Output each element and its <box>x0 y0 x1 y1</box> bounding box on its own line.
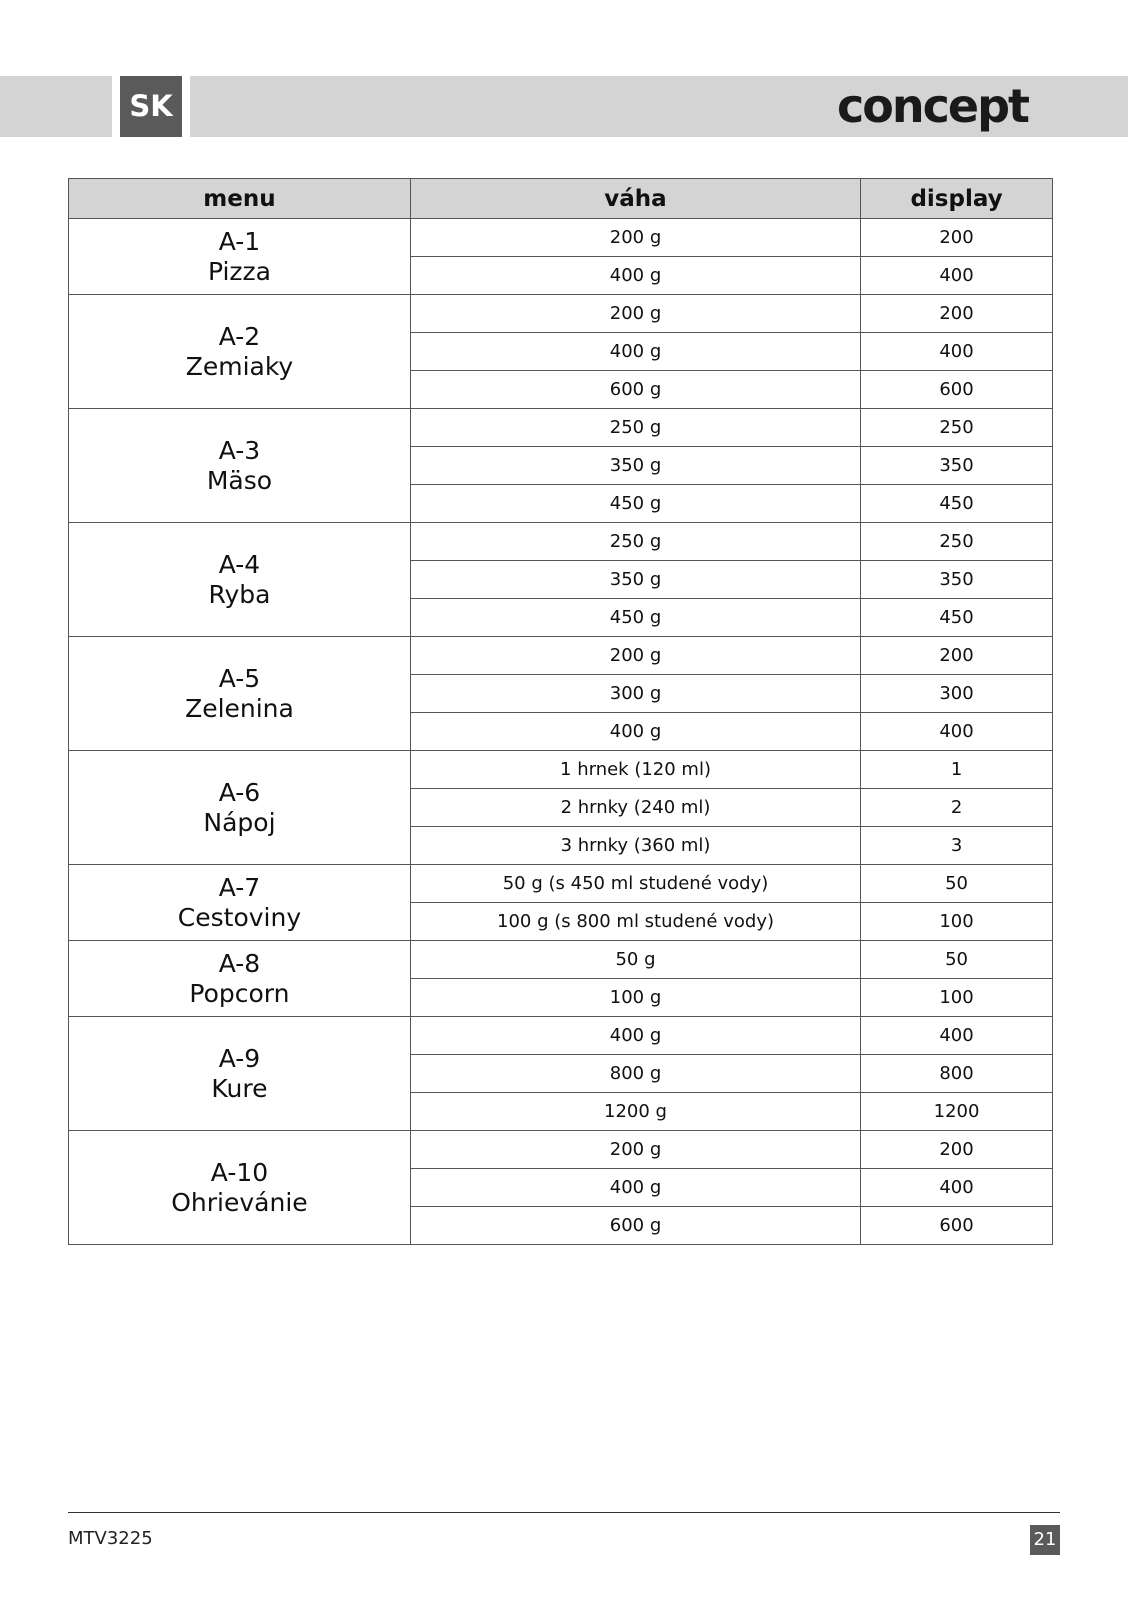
weight-cell: 2 hrnky (240 ml) <box>410 789 860 827</box>
display-cell: 600 <box>861 1207 1053 1245</box>
program-code: A-2 <box>218 321 261 351</box>
menu-cell <box>69 295 411 409</box>
display-cell: 100 <box>861 903 1053 941</box>
column-header-display: display <box>861 179 1053 219</box>
program-name: Ohrievánie <box>171 1187 308 1217</box>
program-code: A-10 <box>210 1157 269 1187</box>
table-row <box>69 219 1053 257</box>
weight-cell: 600 g <box>410 1207 860 1245</box>
display-cell: 400 <box>861 257 1053 295</box>
display-cell: 400 <box>861 713 1053 751</box>
weight-cell: 100 g <box>410 979 860 1017</box>
program-name: Cestoviny <box>177 902 302 932</box>
program-code: A-8 <box>218 948 261 978</box>
display-cell: 800 <box>861 1055 1053 1093</box>
display-cell: 400 <box>861 333 1053 371</box>
display-cell: 400 <box>861 1169 1053 1207</box>
display-cell: 100 <box>861 979 1053 1017</box>
display-cell: 3 <box>861 827 1053 865</box>
weight-cell: 400 g <box>410 333 860 371</box>
menu-cell <box>69 219 411 295</box>
footer-divider <box>68 1512 1060 1513</box>
weight-cell: 400 g <box>410 257 860 295</box>
display-cell: 250 <box>861 409 1053 447</box>
display-cell: 350 <box>861 447 1053 485</box>
weight-cell: 350 g <box>410 561 860 599</box>
program-code: A-4 <box>218 549 261 579</box>
display-cell: 300 <box>861 675 1053 713</box>
program-code: A-1 <box>218 226 261 256</box>
display-cell: 450 <box>861 599 1053 637</box>
program-name: Mäso <box>206 465 273 495</box>
weight-cell: 200 g <box>410 295 860 333</box>
page-number: 21 <box>1030 1525 1060 1555</box>
weight-cell: 1200 g <box>410 1093 860 1131</box>
weight-cell: 200 g <box>410 1131 860 1169</box>
weight-cell: 250 g <box>410 523 860 561</box>
weight-cell: 800 g <box>410 1055 860 1093</box>
display-cell: 1200 <box>861 1093 1053 1131</box>
weight-cell: 400 g <box>410 713 860 751</box>
weight-cell: 50 g <box>410 941 860 979</box>
display-cell: 200 <box>861 295 1053 333</box>
weight-cell: 100 g (s 800 ml studené vody) <box>410 903 860 941</box>
brand-logo: concept <box>836 79 1028 133</box>
menu-cell <box>69 865 411 941</box>
weight-cell: 3 hrnky (360 ml) <box>410 827 860 865</box>
table-row <box>69 865 1053 903</box>
menu-cell <box>69 751 411 865</box>
display-cell: 200 <box>861 219 1053 257</box>
table-row <box>69 941 1053 979</box>
weight-cell: 50 g (s 450 ml studené vody) <box>410 865 860 903</box>
weight-cell: 1 hrnek (120 ml) <box>410 751 860 789</box>
program-code: A-5 <box>218 663 261 693</box>
table-row <box>69 1131 1053 1169</box>
table-row <box>69 637 1053 675</box>
menu-table <box>68 178 1053 1245</box>
display-cell: 200 <box>861 637 1053 675</box>
menu-cell <box>69 1017 411 1131</box>
table-row <box>69 751 1053 789</box>
menu-cell <box>69 409 411 523</box>
display-cell: 400 <box>861 1017 1053 1055</box>
display-cell: 1 <box>861 751 1053 789</box>
weight-cell: 400 g <box>410 1017 860 1055</box>
display-cell: 350 <box>861 561 1053 599</box>
program-name: Zelenina <box>185 693 294 723</box>
program-code: A-9 <box>218 1043 261 1073</box>
model-number: MTV3225 <box>68 1528 153 1549</box>
table-body <box>69 219 1053 1245</box>
program-name: Popcorn <box>189 978 290 1008</box>
display-cell: 50 <box>861 865 1053 903</box>
display-cell: 2 <box>861 789 1053 827</box>
display-cell: 250 <box>861 523 1053 561</box>
menu-cell <box>69 1131 411 1245</box>
table-row <box>69 295 1053 333</box>
header-band <box>0 76 112 137</box>
program-name: Nápoj <box>203 807 276 837</box>
table-row <box>69 409 1053 447</box>
display-cell: 200 <box>861 1131 1053 1169</box>
weight-cell: 250 g <box>410 409 860 447</box>
language-badge: SK <box>120 76 182 137</box>
program-code: A-7 <box>218 872 261 902</box>
weight-cell: 450 g <box>410 485 860 523</box>
table-header-row <box>69 179 1053 219</box>
weight-cell: 600 g <box>410 371 860 409</box>
program-code: A-3 <box>218 435 261 465</box>
column-header-menu: menu <box>69 179 411 219</box>
weight-cell: 300 g <box>410 675 860 713</box>
menu-cell <box>69 637 411 751</box>
display-cell: 50 <box>861 941 1053 979</box>
menu-cell <box>69 523 411 637</box>
weight-cell: 200 g <box>410 637 860 675</box>
weight-cell: 450 g <box>410 599 860 637</box>
program-name: Pizza <box>207 256 271 286</box>
display-cell: 600 <box>861 371 1053 409</box>
program-code: A-6 <box>218 777 261 807</box>
program-name: Kure <box>211 1073 268 1103</box>
table-row <box>69 523 1053 561</box>
menu-cell <box>69 941 411 1017</box>
weight-cell: 200 g <box>410 219 860 257</box>
column-header-weight: váha <box>410 179 860 219</box>
program-name: Zemiaky <box>185 351 294 381</box>
display-cell: 450 <box>861 485 1053 523</box>
weight-cell: 350 g <box>410 447 860 485</box>
program-name: Ryba <box>208 579 271 609</box>
weight-cell: 400 g <box>410 1169 860 1207</box>
table-row <box>69 1017 1053 1055</box>
